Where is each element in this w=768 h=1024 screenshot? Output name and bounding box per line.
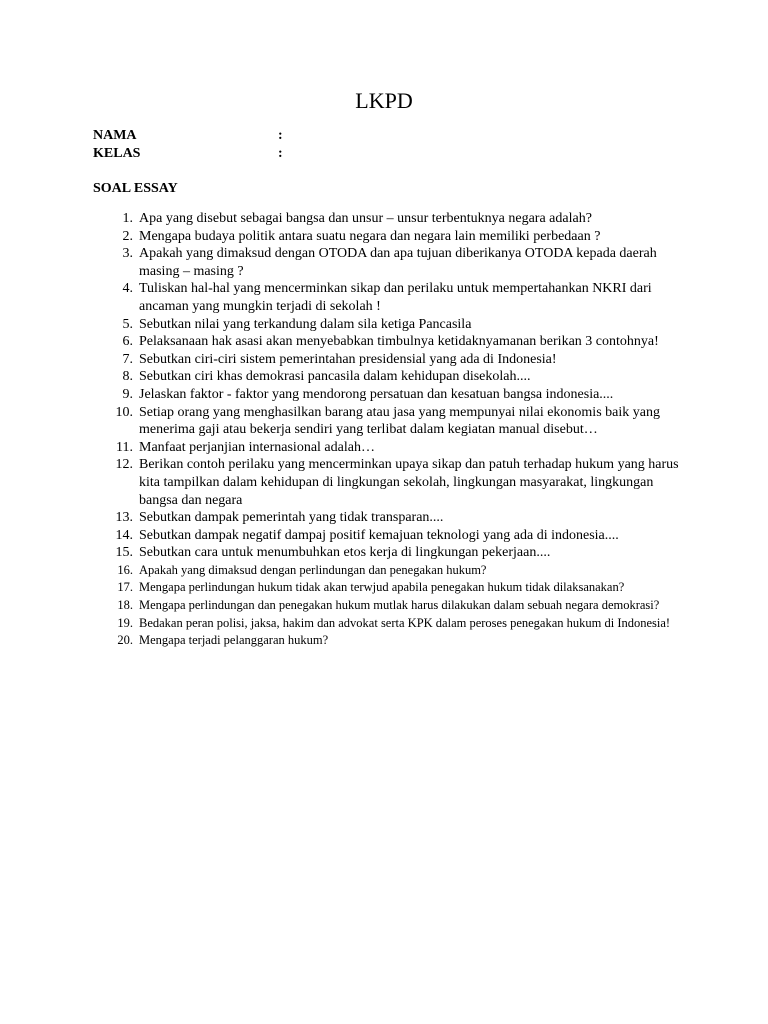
- question-item: [0, 333, 679, 351]
- question-item: [0, 562, 679, 580]
- question-number: 3.: [122, 246, 133, 262]
- question-text: Sebutkan ciri khas demokrasi pancasila dalam kehidupan disekolah....: [139, 369, 531, 385]
- question-item: [0, 579, 679, 597]
- question-number: 6.: [122, 334, 133, 350]
- question-item: [0, 280, 679, 315]
- question-number: 2.: [122, 228, 133, 244]
- question-number: 4.: [122, 281, 133, 297]
- question-item: [0, 439, 679, 457]
- question-item: [0, 404, 679, 439]
- question-text: Mengapa perlindungan dan penegakan hukum mutlak harus dilakukan dalam sebuah negara demokrasi?: [139, 598, 660, 613]
- question-item: [0, 210, 679, 228]
- question-number: 10.: [115, 404, 133, 420]
- question-number: 11.: [116, 439, 133, 455]
- question-item: [0, 527, 679, 545]
- field-colon: :: [278, 128, 283, 143]
- question-item: [0, 544, 679, 562]
- question-number: 20.: [117, 633, 133, 648]
- question-number: 1.: [122, 211, 133, 226]
- question-text: Apa yang disebut sebagai bangsa dan unsur – unsur terbentuknya negara adalah?: [139, 211, 592, 226]
- question-list: [0, 210, 768, 650]
- question-item: [0, 245, 679, 280]
- question-text: Jelaskan faktor - faktor yang mendorong persatuan dan kesatuan bangsa indonesia....: [139, 386, 614, 402]
- question-number: 7.: [122, 351, 133, 367]
- question-number: 18.: [117, 598, 133, 613]
- question-text: Apakah yang dimaksud dengan OTODA dan apa tujuan diberikanya OTODA kepada daerah masing – masing ?: [139, 246, 657, 279]
- question-item: [0, 615, 679, 633]
- question-number: 9.: [122, 386, 133, 402]
- question-text: Sebutkan dampak negatif dampaj positif kemajuan teknologi yang ada di indonesia....: [139, 527, 619, 543]
- question-item: [0, 456, 679, 509]
- question-text: Mengapa terjadi pelanggaran hukum?: [139, 633, 329, 648]
- question-item: [0, 509, 679, 527]
- question-number: 8.: [122, 369, 133, 385]
- question-number: 12.: [115, 457, 133, 473]
- field-nama: [93, 127, 393, 145]
- question-text: Bedakan peran polisi, jaksa, hakim dan advokat serta KPK dalam peroses penegakan hukum di Indonesia!: [139, 615, 671, 630]
- question-number: 5.: [122, 316, 133, 332]
- question-item: [0, 368, 679, 386]
- section-title: SOAL ESSAY: [93, 181, 178, 196]
- question-item: [0, 316, 679, 334]
- page-title: LKPD: [355, 88, 413, 113]
- field-kelas: [93, 145, 393, 163]
- question-number: 16.: [117, 562, 133, 577]
- question-text: Mengapa perlindungan hukum tidak akan terwjud apabila penegakan hukum tidak dilaksanakan?: [139, 580, 625, 595]
- question-number: 19.: [117, 615, 133, 630]
- question-number: 15.: [115, 545, 133, 561]
- question-text: Sebutkan ciri-ciri sistem pemerintahan presidensial yang ada di Indonesia!: [139, 351, 557, 367]
- question-number: 14.: [115, 527, 133, 543]
- question-item: [0, 228, 679, 246]
- question-number: 13.: [115, 510, 133, 526]
- field-label: KELAS: [93, 146, 141, 161]
- question-text: Mengapa budaya politik antara suatu negara dan negara lain memiliki perbedaan ?: [139, 228, 601, 244]
- question-text: Pelaksanaan hak asasi akan menyebabkan timbulnya ketidaknyamanan berikan 3 contohnya!: [139, 334, 659, 350]
- question-text: Manfaat perjanjian internasional adalah…: [139, 439, 375, 455]
- question-text: Sebutkan cara untuk menumbuhkan etos kerja di lingkungan pekerjaan....: [139, 545, 551, 561]
- question-text: Berikan contoh perilaku yang mencerminkan upaya sikap dan patuh terhadap hukum yang harus kita tampilkan dalam kehidupan di lingkungan sekolah, lingkungan masyarakat, lingkungan bangsa dan negara: [139, 457, 679, 508]
- question-item: [0, 632, 679, 650]
- question-text: Tuliskan hal-hal yang mencerminkan sikap dan perilaku untuk mempertahankan NKRI dari ancaman yang mungkin terjadi di sekolah !: [139, 281, 652, 314]
- field-colon: :: [278, 146, 283, 161]
- question-number: 17.: [117, 580, 133, 595]
- question-text: Apakah yang dimaksud dengan perlindungan dan penegakan hukum?: [139, 562, 487, 577]
- question-text: Sebutkan nilai yang terkandung dalam sila ketiga Pancasila: [139, 316, 472, 332]
- field-label: NAMA: [93, 128, 137, 143]
- question-item: [0, 386, 679, 404]
- question-text: Setiap orang yang menghasilkan barang atau jasa yang mempunyai nilai ekonomis baik yang menerima gaji atau bekerja sendiri yang terlibat dalam kegiatan manual disebut…: [139, 404, 660, 438]
- question-text: Sebutkan dampak pemerintah yang tidak transparan....: [139, 510, 444, 526]
- question-item: [0, 597, 679, 615]
- question-item: [0, 351, 679, 369]
